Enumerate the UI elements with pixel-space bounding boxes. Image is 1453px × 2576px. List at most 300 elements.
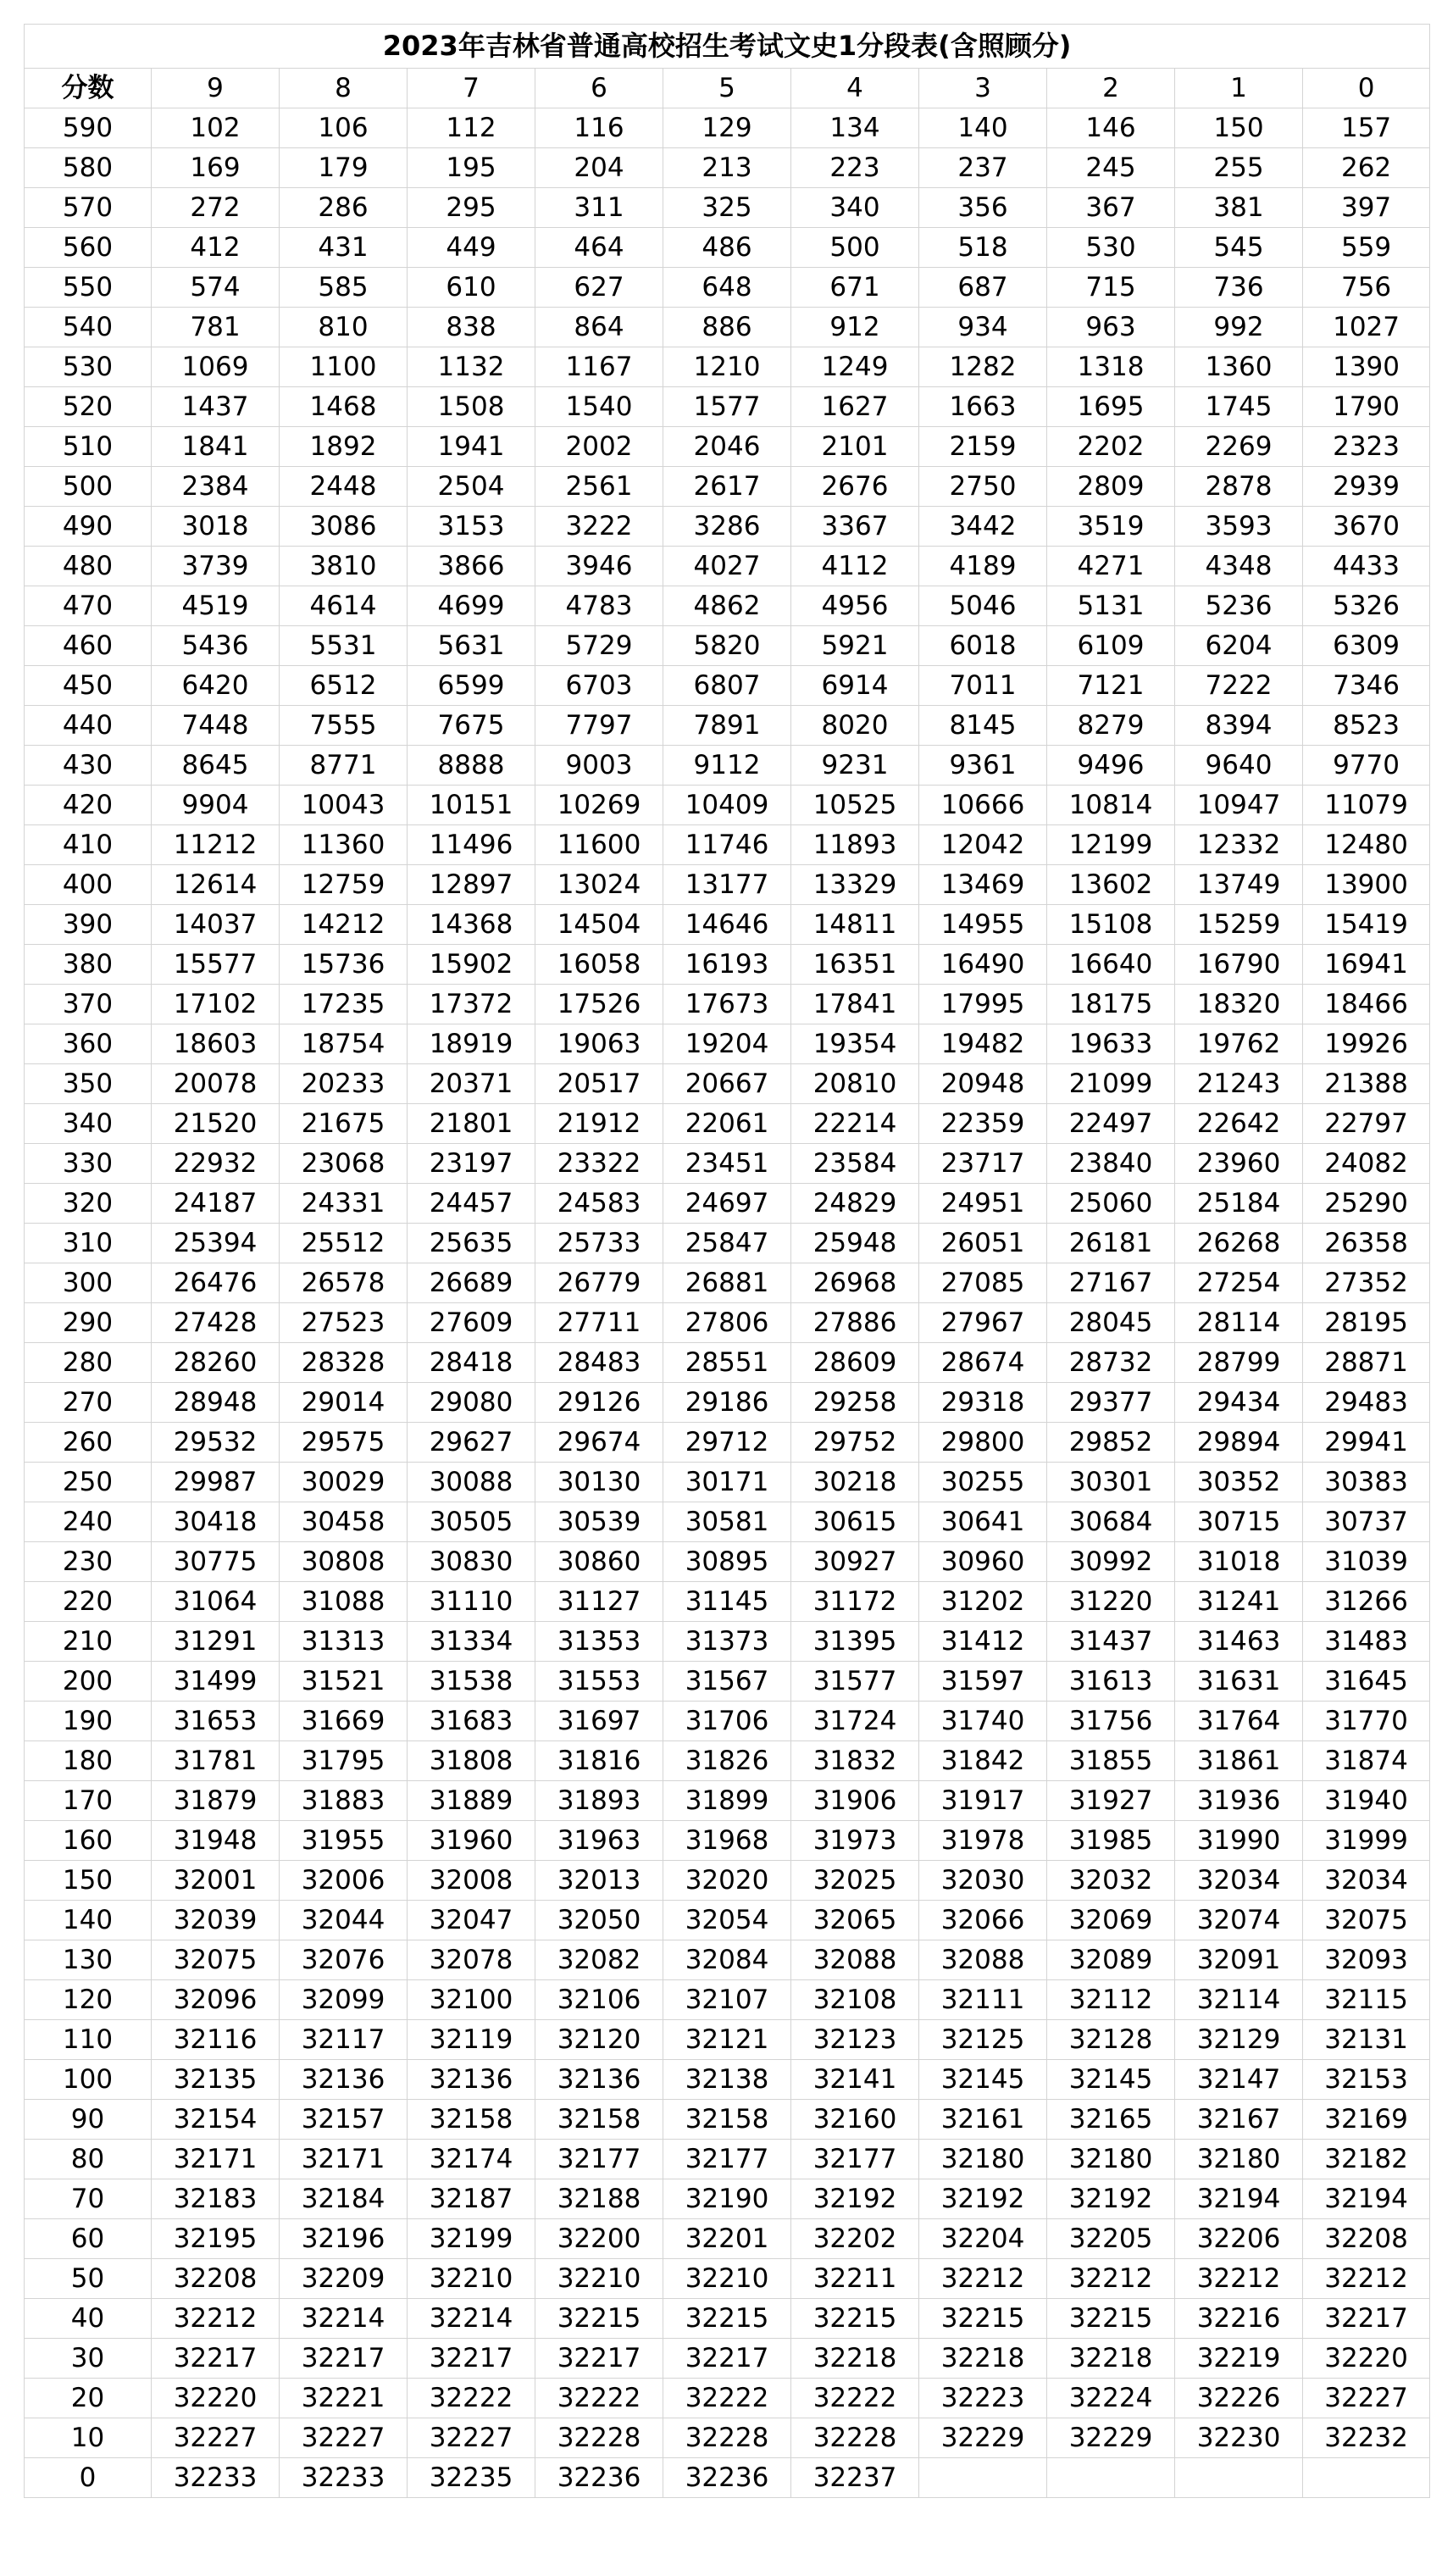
cumulative-count-cell: 18754 <box>280 1024 408 1064</box>
score-cell: 390 <box>25 905 152 945</box>
cumulative-count-cell: 17235 <box>280 985 408 1024</box>
cumulative-count-cell: 32222 <box>408 2379 535 2418</box>
cumulative-count-cell: 237 <box>919 148 1047 188</box>
cumulative-count-cell: 22932 <box>152 1144 280 1184</box>
score-cell: 260 <box>25 1423 152 1463</box>
cumulative-count-cell: 32129 <box>1175 2020 1303 2060</box>
cumulative-count-cell: 1468 <box>280 387 408 427</box>
cumulative-count-cell: 22497 <box>1047 1104 1175 1144</box>
cumulative-count-cell: 27085 <box>919 1263 1047 1303</box>
cumulative-count-cell: 32210 <box>408 2259 535 2299</box>
score-cell: 470 <box>25 586 152 626</box>
cumulative-count-cell: 5820 <box>663 626 791 666</box>
cumulative-count-cell: 1390 <box>1303 347 1430 387</box>
cumulative-count-cell: 23197 <box>408 1144 535 1184</box>
cumulative-count-cell: 31521 <box>280 1662 408 1702</box>
cumulative-count-cell: 23068 <box>280 1144 408 1184</box>
cumulative-count-cell: 32222 <box>535 2379 663 2418</box>
cumulative-count-cell: 25733 <box>535 1224 663 1263</box>
cumulative-count-cell: 32020 <box>663 1861 791 1901</box>
cumulative-count-cell: 32044 <box>280 1901 408 1940</box>
cumulative-count-cell: 32211 <box>791 2259 919 2299</box>
score-cell: 280 <box>25 1343 152 1383</box>
cumulative-count-cell: 7346 <box>1303 666 1430 706</box>
score-cell: 100 <box>25 2060 152 2100</box>
cumulative-count-cell: 12480 <box>1303 825 1430 865</box>
score-cell: 580 <box>25 148 152 188</box>
cumulative-count-cell: 574 <box>152 268 280 308</box>
score-cell: 350 <box>25 1064 152 1104</box>
cumulative-count-cell: 17372 <box>408 985 535 1024</box>
cumulative-count-cell: 157 <box>1303 108 1430 148</box>
cumulative-count-cell: 6018 <box>919 626 1047 666</box>
cumulative-count-cell: 29894 <box>1175 1423 1303 1463</box>
cumulative-count-cell: 20810 <box>791 1064 919 1104</box>
score-cell: 190 <box>25 1702 152 1741</box>
cumulative-count-cell: 838 <box>408 308 535 347</box>
cumulative-count-cell: 17841 <box>791 985 919 1024</box>
cumulative-count-cell: 32136 <box>535 2060 663 2100</box>
cumulative-count-cell: 12759 <box>280 865 408 905</box>
cumulative-count-cell: 2750 <box>919 467 1047 507</box>
cumulative-count-cell: 31795 <box>280 1741 408 1781</box>
cumulative-count-cell: 32196 <box>280 2219 408 2259</box>
cumulative-count-cell: 30960 <box>919 1542 1047 1582</box>
cumulative-count-cell: 1282 <box>919 347 1047 387</box>
cumulative-count-cell: 14504 <box>535 905 663 945</box>
cumulative-count-cell: 30255 <box>919 1463 1047 1502</box>
cumulative-count-cell: 24951 <box>919 1184 1047 1224</box>
cumulative-count-cell: 32212 <box>1303 2259 1430 2299</box>
cumulative-count-cell: 29987 <box>152 1463 280 1502</box>
cumulative-count-cell: 3153 <box>408 507 535 547</box>
cumulative-count-cell: 30895 <box>663 1542 791 1582</box>
cumulative-count-cell: 27711 <box>535 1303 663 1343</box>
cumulative-count-cell: 26358 <box>1303 1224 1430 1263</box>
cumulative-count-cell: 31808 <box>408 1741 535 1781</box>
cumulative-count-cell: 5531 <box>280 626 408 666</box>
cumulative-count-cell: 31927 <box>1047 1781 1175 1821</box>
cumulative-count-cell: 31395 <box>791 1622 919 1662</box>
score-cell: 0 <box>25 2458 152 2498</box>
cumulative-count-cell: 32214 <box>280 2299 408 2339</box>
cumulative-count-cell: 32219 <box>1175 2339 1303 2379</box>
column-header-digit-3: 3 <box>919 69 1047 108</box>
cumulative-count-cell: 1941 <box>408 427 535 467</box>
cumulative-count-cell: 11360 <box>280 825 408 865</box>
cumulative-count-cell: 32084 <box>663 1940 791 1980</box>
score-cell: 420 <box>25 786 152 825</box>
table-row <box>25 706 1430 746</box>
cumulative-count-cell: 32188 <box>535 2179 663 2219</box>
cumulative-count-cell: 32111 <box>919 1980 1047 2020</box>
score-cell: 80 <box>25 2140 152 2179</box>
cumulative-count-cell: 28609 <box>791 1343 919 1383</box>
cumulative-count-cell: 28799 <box>1175 1343 1303 1383</box>
cumulative-count-cell: 32093 <box>1303 1940 1430 1980</box>
cumulative-count-cell: 32180 <box>1047 2140 1175 2179</box>
cumulative-count-cell: 10525 <box>791 786 919 825</box>
cumulative-count-cell: 32227 <box>280 2418 408 2458</box>
cumulative-count-cell: 15419 <box>1303 905 1430 945</box>
cumulative-count-cell: 32180 <box>919 2140 1047 2179</box>
cumulative-count-cell: 25847 <box>663 1224 791 1263</box>
cumulative-count-cell: 31978 <box>919 1821 1047 1861</box>
cumulative-count-cell: 32169 <box>1303 2100 1430 2140</box>
cumulative-count-cell: 5729 <box>535 626 663 666</box>
cumulative-count-cell: 32001 <box>152 1861 280 1901</box>
cumulative-count-cell: 31241 <box>1175 1582 1303 1622</box>
cumulative-count-cell: 32214 <box>408 2299 535 2339</box>
cumulative-count-cell: 3442 <box>919 507 1047 547</box>
cumulative-count-cell: 585 <box>280 268 408 308</box>
cumulative-count-cell: 25512 <box>280 1224 408 1263</box>
cumulative-count-cell: 31781 <box>152 1741 280 1781</box>
table-row <box>25 1741 1430 1781</box>
cumulative-count-cell: 4614 <box>280 586 408 626</box>
table-row <box>25 666 1430 706</box>
table-row <box>25 2219 1430 2259</box>
cumulative-count-cell: 32235 <box>408 2458 535 2498</box>
cumulative-count-cell: 32228 <box>535 2418 663 2458</box>
table-row <box>25 1263 1430 1303</box>
cumulative-count-cell: 32066 <box>919 1901 1047 1940</box>
cumulative-count-cell: 21388 <box>1303 1064 1430 1104</box>
cumulative-count-cell: 325 <box>663 188 791 228</box>
table-row <box>25 1064 1430 1104</box>
cumulative-count-cell: 21675 <box>280 1104 408 1144</box>
cumulative-count-cell: 32222 <box>663 2379 791 2418</box>
cumulative-count-cell: 31553 <box>535 1662 663 1702</box>
cumulative-count-cell: 19482 <box>919 1024 1047 1064</box>
score-cell: 270 <box>25 1383 152 1423</box>
cumulative-count-cell: 1437 <box>152 387 280 427</box>
table-row <box>25 1781 1430 1821</box>
cumulative-count-cell: 3739 <box>152 547 280 586</box>
cumulative-count-cell: 31313 <box>280 1622 408 1662</box>
table-row <box>25 2020 1430 2060</box>
cumulative-count-cell: 29575 <box>280 1423 408 1463</box>
score-cell: 40 <box>25 2299 152 2339</box>
cumulative-count-cell: 32147 <box>1175 2060 1303 2100</box>
cumulative-count-cell: 32230 <box>1175 2418 1303 2458</box>
cumulative-count-cell: 4433 <box>1303 547 1430 586</box>
table-row <box>25 1463 1430 1502</box>
cumulative-count-cell: 20667 <box>663 1064 791 1104</box>
cumulative-count-cell: 756 <box>1303 268 1430 308</box>
cumulative-count-cell: 29186 <box>663 1383 791 1423</box>
cumulative-count-cell: 31499 <box>152 1662 280 1702</box>
cumulative-count-cell: 31613 <box>1047 1662 1175 1702</box>
cumulative-count-cell: 464 <box>535 228 663 268</box>
table-row <box>25 2060 1430 2100</box>
cumulative-count-cell: 32108 <box>791 1980 919 2020</box>
table-row <box>25 1303 1430 1343</box>
cumulative-count-cell: 9231 <box>791 746 919 786</box>
table-row <box>25 2140 1430 2179</box>
score-table <box>24 24 1430 2498</box>
cumulative-count-cell: 4189 <box>919 547 1047 586</box>
cumulative-count-cell: 412 <box>152 228 280 268</box>
cumulative-count-cell: 28045 <box>1047 1303 1175 1343</box>
cumulative-count-cell: 31088 <box>280 1582 408 1622</box>
cumulative-count-cell: 13469 <box>919 865 1047 905</box>
cumulative-count-cell: 500 <box>791 228 919 268</box>
score-cell: 450 <box>25 666 152 706</box>
cumulative-count-cell: 29126 <box>535 1383 663 1423</box>
cumulative-count-cell: 32216 <box>1175 2299 1303 2339</box>
cumulative-count-cell: 2878 <box>1175 467 1303 507</box>
cumulative-count-cell: 31291 <box>152 1622 280 1662</box>
cumulative-count-cell: 32006 <box>280 1861 408 1901</box>
table-row <box>25 308 1430 347</box>
cumulative-count-cell: 29258 <box>791 1383 919 1423</box>
cumulative-count-cell: 11212 <box>152 825 280 865</box>
cumulative-count-cell: 3519 <box>1047 507 1175 547</box>
score-cell: 330 <box>25 1144 152 1184</box>
cumulative-count-cell: 31770 <box>1303 1702 1430 1741</box>
table-row <box>25 1702 1430 1741</box>
score-cell: 130 <box>25 1940 152 1980</box>
cumulative-count-cell: 150 <box>1175 108 1303 148</box>
table-row <box>25 507 1430 547</box>
score-cell: 300 <box>25 1263 152 1303</box>
cumulative-count-cell: 30684 <box>1047 1502 1175 1542</box>
cumulative-count-cell: 31955 <box>280 1821 408 1861</box>
cumulative-count-cell: 3286 <box>663 507 791 547</box>
cumulative-count-cell: 32226 <box>1175 2379 1303 2418</box>
cumulative-count-cell: 1577 <box>663 387 791 427</box>
table-row <box>25 586 1430 626</box>
cumulative-count-cell: 29532 <box>152 1423 280 1463</box>
cumulative-count-cell: 627 <box>535 268 663 308</box>
cumulative-count-cell: 2939 <box>1303 467 1430 507</box>
cumulative-count-cell: 5631 <box>408 626 535 666</box>
cumulative-count-cell: 32227 <box>408 2418 535 2458</box>
cumulative-count-cell: 106 <box>280 108 408 148</box>
cumulative-count-cell: 810 <box>280 308 408 347</box>
cumulative-count-cell: 29483 <box>1303 1383 1430 1423</box>
cumulative-count-cell: 17673 <box>663 985 791 1024</box>
cumulative-count-cell: 32089 <box>1047 1940 1175 1980</box>
cumulative-count-cell: 5131 <box>1047 586 1175 626</box>
cumulative-count-cell <box>919 2458 1047 2498</box>
table-row <box>25 2339 1430 2379</box>
score-cell: 360 <box>25 1024 152 1064</box>
cumulative-count-cell: 22214 <box>791 1104 919 1144</box>
table-row <box>25 1502 1430 1542</box>
cumulative-count-cell: 32210 <box>535 2259 663 2299</box>
cumulative-count-cell: 32114 <box>1175 1980 1303 2020</box>
cumulative-count-cell: 530 <box>1047 228 1175 268</box>
cumulative-count-cell: 32209 <box>280 2259 408 2299</box>
cumulative-count-cell: 24697 <box>663 1184 791 1224</box>
cumulative-count-cell: 146 <box>1047 108 1175 148</box>
cumulative-count-cell: 4112 <box>791 547 919 586</box>
cumulative-count-cell: 20948 <box>919 1064 1047 1104</box>
table-row <box>25 1224 1430 1263</box>
cumulative-count-cell: 30029 <box>280 1463 408 1502</box>
cumulative-count-cell: 32106 <box>535 1980 663 2020</box>
table-row <box>25 347 1430 387</box>
cumulative-count-cell: 29752 <box>791 1423 919 1463</box>
cumulative-count-cell: 32141 <box>791 2060 919 2100</box>
cumulative-count-cell: 7675 <box>408 706 535 746</box>
cumulative-count-cell: 32091 <box>1175 1940 1303 1980</box>
cumulative-count-cell: 31172 <box>791 1582 919 1622</box>
cumulative-count-cell: 32195 <box>152 2219 280 2259</box>
cumulative-count-cell: 32220 <box>1303 2339 1430 2379</box>
cumulative-count-cell: 22359 <box>919 1104 1047 1144</box>
score-cell: 340 <box>25 1104 152 1144</box>
cumulative-count-cell: 1360 <box>1175 347 1303 387</box>
score-cell: 10 <box>25 2418 152 2458</box>
cumulative-count-cell: 29712 <box>663 1423 791 1463</box>
cumulative-count-cell: 31631 <box>1175 1662 1303 1702</box>
cumulative-count-cell: 31948 <box>152 1821 280 1861</box>
cumulative-count-cell: 32119 <box>408 2020 535 2060</box>
cumulative-count-cell: 31899 <box>663 1781 791 1821</box>
cumulative-count-cell: 6599 <box>408 666 535 706</box>
cumulative-count-cell: 6109 <box>1047 626 1175 666</box>
cumulative-count-cell: 22061 <box>663 1104 791 1144</box>
cumulative-count-cell: 32228 <box>663 2418 791 2458</box>
cumulative-count-cell: 7555 <box>280 706 408 746</box>
cumulative-count-cell: 31906 <box>791 1781 919 1821</box>
cumulative-count-cell: 14037 <box>152 905 280 945</box>
cumulative-count-cell: 32158 <box>663 2100 791 2140</box>
cumulative-count-cell: 2809 <box>1047 467 1175 507</box>
cumulative-count-cell: 204 <box>535 148 663 188</box>
cumulative-count-cell: 32125 <box>919 2020 1047 2060</box>
column-header-score: 分数 <box>25 69 152 108</box>
cumulative-count-cell: 32157 <box>280 2100 408 2140</box>
cumulative-count-cell: 32221 <box>280 2379 408 2418</box>
cumulative-count-cell: 26779 <box>535 1263 663 1303</box>
cumulative-count-cell: 25948 <box>791 1224 919 1263</box>
cumulative-count-cell: 20233 <box>280 1064 408 1104</box>
cumulative-count-cell: 10814 <box>1047 786 1175 825</box>
cumulative-count-cell: 255 <box>1175 148 1303 188</box>
cumulative-count-cell: 31202 <box>919 1582 1047 1622</box>
cumulative-count-cell: 32190 <box>663 2179 791 2219</box>
cumulative-count-cell: 31039 <box>1303 1542 1430 1582</box>
cumulative-count-cell: 10151 <box>408 786 535 825</box>
cumulative-count-cell: 23840 <box>1047 1144 1175 1184</box>
cumulative-count-cell: 3866 <box>408 547 535 586</box>
table-row <box>25 188 1430 228</box>
cumulative-count-cell: 31963 <box>535 1821 663 1861</box>
cumulative-count-cell: 449 <box>408 228 535 268</box>
cumulative-count-cell: 8394 <box>1175 706 1303 746</box>
cumulative-count-cell: 3946 <box>535 547 663 586</box>
cumulative-count-cell: 31968 <box>663 1821 791 1861</box>
cumulative-count-cell: 179 <box>280 148 408 188</box>
cumulative-count-cell: 4348 <box>1175 547 1303 586</box>
table-row <box>25 108 1430 148</box>
cumulative-count-cell: 1663 <box>919 387 1047 427</box>
cumulative-count-cell: 30301 <box>1047 1463 1175 1502</box>
cumulative-count-cell: 31879 <box>152 1781 280 1821</box>
table-row <box>25 2259 1430 2299</box>
table-row <box>25 825 1430 865</box>
cumulative-count-cell: 32212 <box>1047 2259 1175 2299</box>
score-cell: 440 <box>25 706 152 746</box>
cumulative-count-cell: 31334 <box>408 1622 535 1662</box>
cumulative-count-cell: 31653 <box>152 1702 280 1741</box>
table-row <box>25 1821 1430 1861</box>
cumulative-count-cell: 356 <box>919 188 1047 228</box>
cumulative-count-cell: 20078 <box>152 1064 280 1104</box>
cumulative-count-cell: 32192 <box>791 2179 919 2219</box>
cumulative-count-cell: 10269 <box>535 786 663 825</box>
cumulative-count-cell: 29800 <box>919 1423 1047 1463</box>
cumulative-count-cell: 30171 <box>663 1463 791 1502</box>
score-cell: 320 <box>25 1184 152 1224</box>
score-cell: 370 <box>25 985 152 1024</box>
cumulative-count-cell: 32165 <box>1047 2100 1175 2140</box>
cumulative-count-cell: 992 <box>1175 308 1303 347</box>
cumulative-count-cell: 32200 <box>535 2219 663 2259</box>
cumulative-count-cell: 2002 <box>535 427 663 467</box>
cumulative-count-cell: 32233 <box>280 2458 408 2498</box>
cumulative-count-cell: 31018 <box>1175 1542 1303 1582</box>
cumulative-count-cell: 32201 <box>663 2219 791 2259</box>
cumulative-count-cell: 32224 <box>1047 2379 1175 2418</box>
cumulative-count-cell: 1841 <box>152 427 280 467</box>
cumulative-count-cell: 24583 <box>535 1184 663 1224</box>
cumulative-count-cell: 27167 <box>1047 1263 1175 1303</box>
cumulative-count-cell: 912 <box>791 308 919 347</box>
cumulative-count-cell: 864 <box>535 308 663 347</box>
column-header-digit-0: 0 <box>1303 69 1430 108</box>
cumulative-count-cell: 486 <box>663 228 791 268</box>
score-cell: 90 <box>25 2100 152 2140</box>
cumulative-count-cell: 8888 <box>408 746 535 786</box>
score-cell: 590 <box>25 108 152 148</box>
cumulative-count-cell: 25635 <box>408 1224 535 1263</box>
cumulative-count-cell: 28948 <box>152 1383 280 1423</box>
score-cell: 30 <box>25 2339 152 2379</box>
cumulative-count-cell: 32138 <box>663 2060 791 2100</box>
table-title: 2023年吉林省普通高校招生考试文史1分段表(含照顾分) <box>25 25 1430 69</box>
cumulative-count-cell: 32088 <box>919 1940 1047 1980</box>
cumulative-count-cell: 32228 <box>791 2418 919 2458</box>
cumulative-count-cell: 14646 <box>663 905 791 945</box>
cumulative-count-cell: 31127 <box>535 1582 663 1622</box>
score-cell: 50 <box>25 2259 152 2299</box>
cumulative-count-cell: 32128 <box>1047 2020 1175 2060</box>
table-row <box>25 1343 1430 1383</box>
cumulative-count-cell: 7011 <box>919 666 1047 706</box>
score-cell: 380 <box>25 945 152 985</box>
cumulative-count-cell: 2269 <box>1175 427 1303 467</box>
score-cell: 220 <box>25 1582 152 1622</box>
cumulative-count-cell: 32076 <box>280 1940 408 1980</box>
cumulative-count-cell: 116 <box>535 108 663 148</box>
cumulative-count-cell: 31697 <box>535 1702 663 1741</box>
cumulative-count-cell: 32222 <box>791 2379 919 2418</box>
cumulative-count-cell: 12897 <box>408 865 535 905</box>
cumulative-count-cell: 7797 <box>535 706 663 746</box>
cumulative-count-cell: 32227 <box>152 2418 280 2458</box>
cumulative-count-cell: 31220 <box>1047 1582 1175 1622</box>
cumulative-count-cell: 11746 <box>663 825 791 865</box>
score-cell: 250 <box>25 1463 152 1502</box>
score-cell: 210 <box>25 1622 152 1662</box>
cumulative-count-cell: 2504 <box>408 467 535 507</box>
cumulative-count-cell: 21801 <box>408 1104 535 1144</box>
